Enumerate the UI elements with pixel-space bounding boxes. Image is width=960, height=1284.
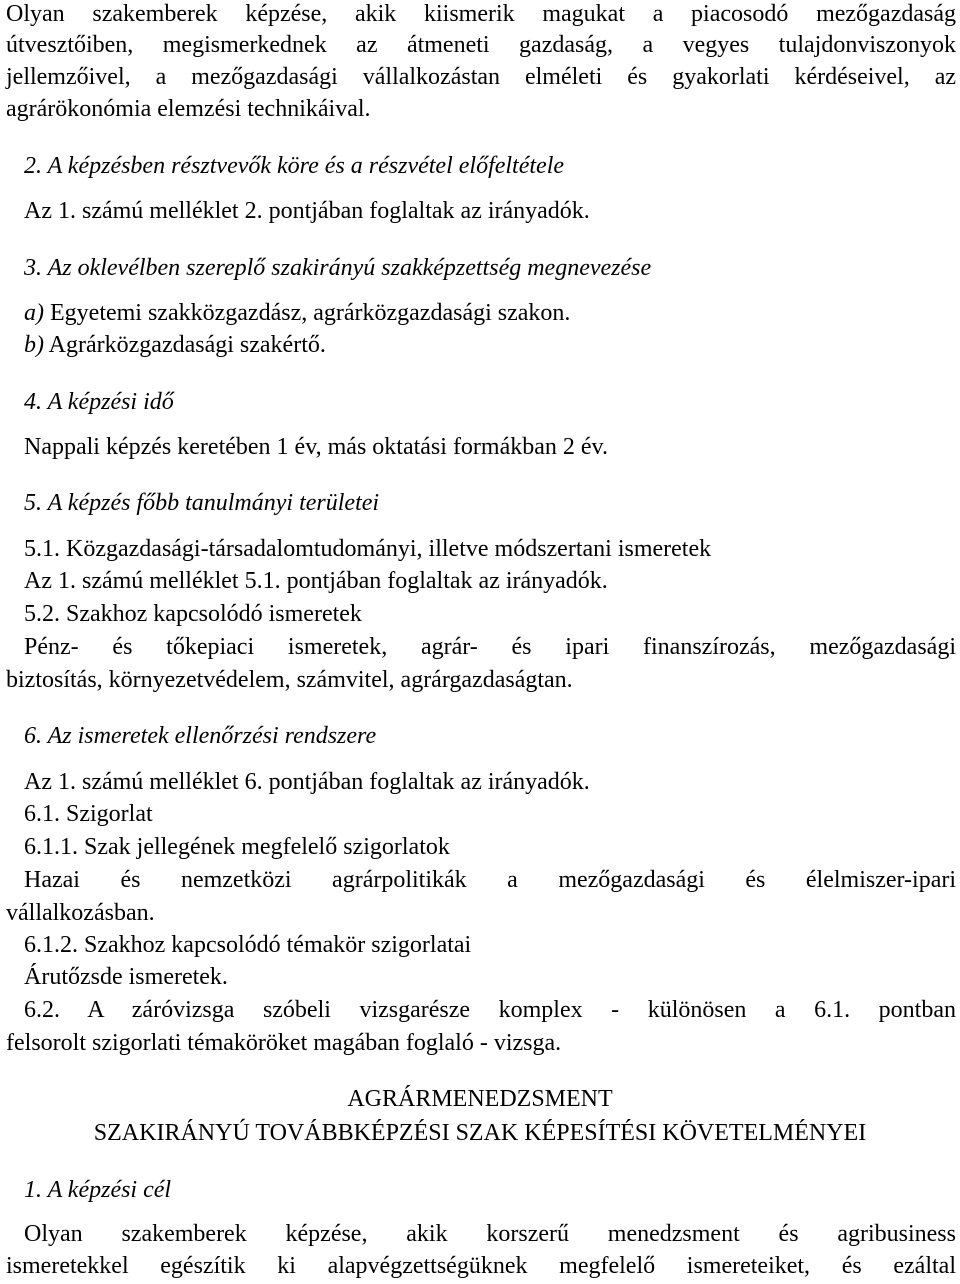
intro-line-4: agrárökonómia elemzési technikáival. xyxy=(6,96,371,122)
subsection-6-2-line-1: 6.2. A záróvizsga szóbeli vizsgarésze komplex - különösen a 6.1. pontban xyxy=(24,997,956,1023)
subsection-6-1-title: 6.1. Szigorlat xyxy=(24,801,153,827)
subsection-5-2-line-1: Pénz- és tőkepiaci ismeretek, agrár- és ipari finanszírozás, mezőgazdasági xyxy=(24,634,956,660)
section-3-heading: 3. Az oklevélben szereplő szakirányú szakképzettség megnevezése xyxy=(24,255,652,281)
qualification-a-text: Egyetemi szakközgazdász, agrárközgazdasági szakon. xyxy=(44,300,571,326)
next-section-1-heading: 1. A képzési cél xyxy=(24,1177,172,1203)
next-section-1-line-1: Olyan szakemberek képzése, akik korszerű menedzsment és agribusiness xyxy=(24,1221,956,1247)
subsection-6-1-2-title: 6.1.2. Szakhoz kapcsolódó témakör szigorlatai xyxy=(24,932,472,958)
subsection-5-1-text: Az 1. számú melléklet 5.1. pontjában foglaltak az irányadók. xyxy=(24,568,608,594)
subsection-6-2-line-2: felsorolt szigorlati témaköröket magában foglaló - vizsga. xyxy=(6,1030,562,1056)
subsection-6-1-2-text: Árutőzsde ismeretek. xyxy=(24,964,228,990)
section-6-text: Az 1. számú melléklet 6. pontjában foglaltak az irányadók. xyxy=(24,769,590,795)
intro-line-3: jellemzőivel, a mezőgazdasági vállalkozástan elméleti és gyakorlati kérdéseivel, az xyxy=(6,64,956,90)
item-marker-a: a) xyxy=(24,300,44,326)
next-section-1-line-2: ismeretekkel egészítik ki alapvégzettségüknek megfelelő ismereteiket, és ezáltal xyxy=(6,1253,956,1279)
section-2-text: Az 1. számú melléklet 2. pontjában foglaltak az irányadók. xyxy=(24,198,590,224)
item-marker-b: b) xyxy=(24,332,44,358)
intro-line-2: útvesztőiben, megismerkednek az átmeneti gazdaság, a vegyes tulajdonviszonyok xyxy=(6,32,956,58)
section-5-heading: 5. A képzés főbb tanulmányi területei xyxy=(24,490,380,516)
qualification-b-text: Agrárközgazdasági szakértő. xyxy=(44,332,326,358)
section-2-heading: 2. A képzésben résztvevők köre és a részvétel előfeltétele xyxy=(24,153,565,179)
section-4-text: Nappali képzés keretében 1 év, más oktatási formákban 2 év. xyxy=(24,434,608,460)
section-6-heading: 6. Az ismeretek ellenőrzési rendszere xyxy=(24,723,377,749)
program-title-2: SZAKIRÁNYÚ TOVÁBBKÉPZÉSI SZAK KÉPESÍTÉSI KÖVETELMÉNYEI xyxy=(93,1120,867,1146)
section-4-heading: 4. A képzési idő xyxy=(24,389,174,415)
program-title-1: AGRÁRMENEDZSMENT xyxy=(347,1086,613,1112)
qualification-b xyxy=(24,331,956,359)
subsection-6-1-1-line-1: Hazai és nemzetközi agrárpolitikák a mezőgazdasági és élelmiszer-ipari xyxy=(24,867,956,893)
subsection-6-1-1-title: 6.1.1. Szak jellegének megfelelő szigorlatok xyxy=(24,834,450,860)
subsection-6-1-1-line-2: vállalkozásban. xyxy=(6,900,155,926)
subsection-5-2-title: 5.2. Szakhoz kapcsolódó ismeretek xyxy=(24,601,362,627)
subsection-5-1-title: 5.1. Közgazdasági-társadalomtudományi, illetve módszertani ismeretek xyxy=(24,536,712,562)
subsection-5-2-line-2: biztosítás, környezetvédelem, számvitel, agrárgazdaságtan. xyxy=(6,667,573,693)
intro-line-1: Olyan szakemberek képzése, akik kiismerik magukat a piacosodó mezőgazdaság xyxy=(6,1,956,27)
qualification-a xyxy=(24,299,956,327)
